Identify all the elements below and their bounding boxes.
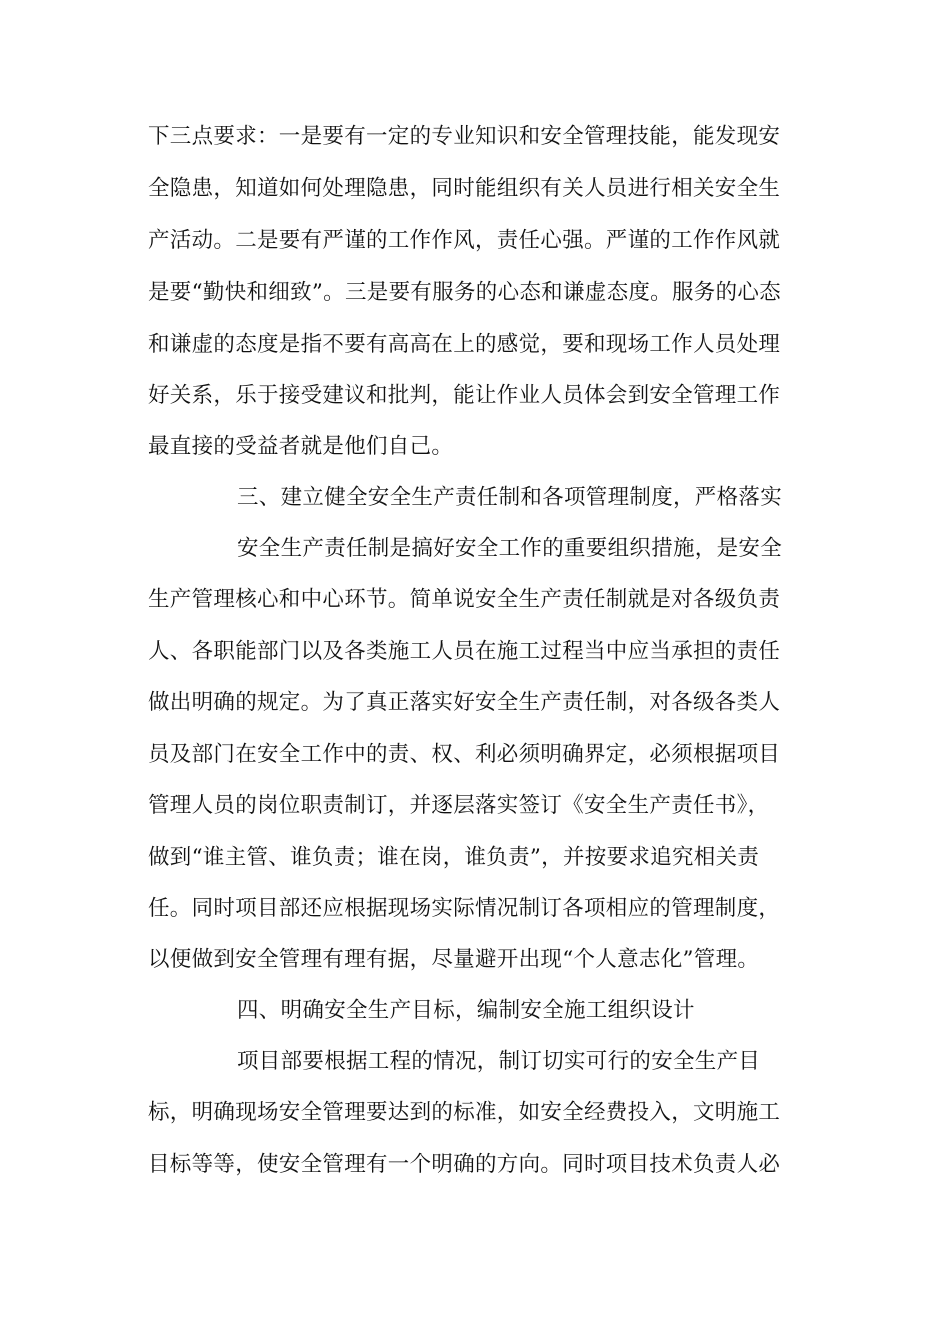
- section-heading: 四、明确安全生产目标，编制安全施工组织设计: [237, 998, 695, 1023]
- text-line: 是要“勤快和细致”。三是要有服务的心态和谦虚态度。服务的心态: [148, 280, 781, 305]
- text-line: 生产管理核心和中心环节。简单说安全生产责任制就是对各级负责: [148, 587, 781, 612]
- text-line: 产活动。二是要有严谨的工作作风，责任心强。严谨的工作作风就: [148, 228, 781, 253]
- text-line: 好关系，乐于接受建议和批判，能让作业人员体会到安全管理工作: [148, 383, 781, 408]
- text-line: 和谦虚的态度是指不要有高高在上的感觉，要和现场工作人员处理: [148, 332, 781, 357]
- text-line: 人、各职能部门以及各类施工人员在施工过程当中应当承担的责任: [148, 639, 781, 664]
- text-line: 员及部门在安全工作中的责、权、利必须明确界定，必须根据项目: [148, 742, 781, 767]
- text-line: 目标等等，使安全管理有一个明确的方向。同时项目技术负责人必: [148, 1152, 781, 1177]
- text-line: 管理人员的岗位职责制订，并逐层落实签订《安全生产责任书》，: [148, 793, 770, 818]
- text-line: 最直接的受益者就是他们自己。: [148, 434, 454, 459]
- text-line: 项目部要根据工程的情况，制订切实可行的安全生产目: [237, 1049, 761, 1074]
- text-line: 标，明确现场安全管理要达到的标准，如安全经费投入，文明施工: [148, 1100, 781, 1125]
- text-line: 做出明确的规定。为了真正落实好安全生产责任制，对各级各类人: [148, 690, 781, 715]
- text-line: 安全生产责任制是搞好安全工作的重要组织措施，是安全: [237, 536, 783, 561]
- text-line: 全隐患，知道如何处理隐患，同时能组织有关人员进行相关安全生: [148, 176, 781, 201]
- text-line: 任。同时项目部还应根据现场实际情况制订各项相应的管理制度，: [148, 896, 781, 921]
- section-heading: 三、建立健全安全生产责任制和各项管理制度，严格落实: [237, 485, 783, 510]
- text-line: 下三点要求：一是要有一定的专业知识和安全管理技能，能发现安: [148, 124, 781, 149]
- text-line: 以便做到安全管理有理有据，尽量避开出现“个人意志化”管理。: [148, 947, 760, 972]
- text-line: 做到“谁主管、谁负责；谁在岗，谁负责”，并按要求追究相关责: [148, 845, 760, 870]
